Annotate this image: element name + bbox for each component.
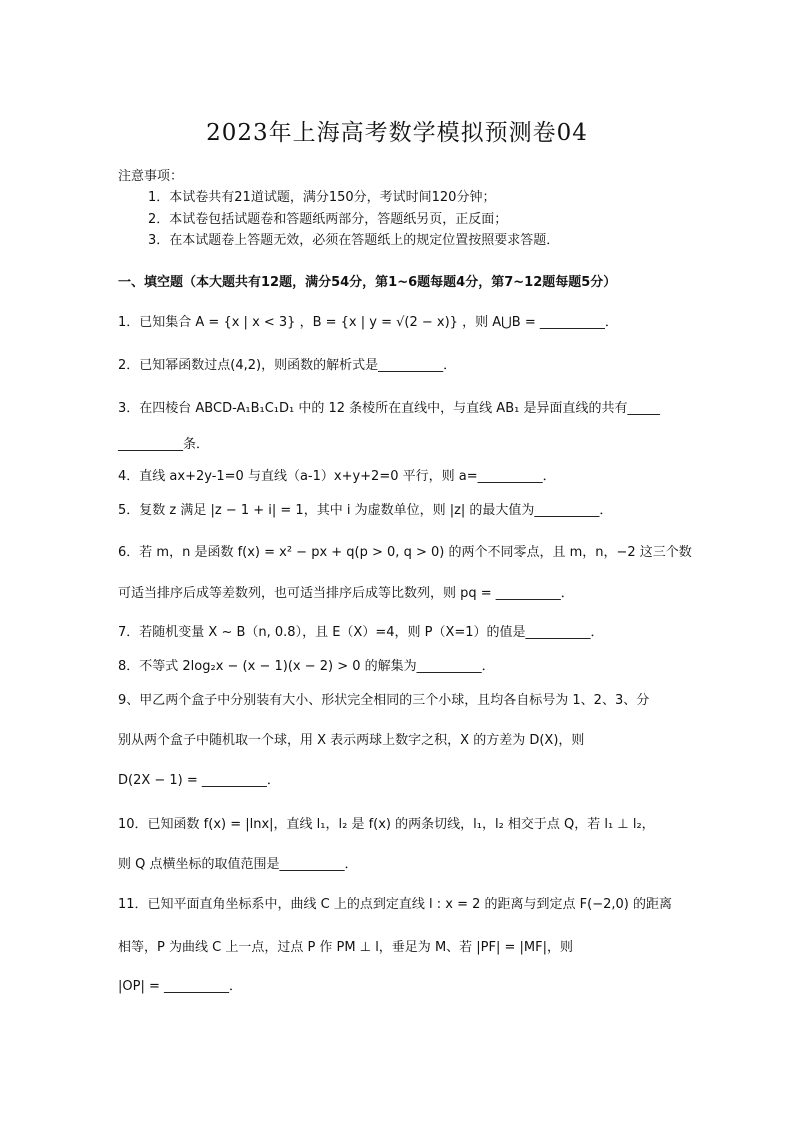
section-heading: 一、填空题（本大题共有12题，满分54分，第1~6题每题4分，第7~12题每题5分） xyxy=(118,275,617,290)
question-2: 2．已知幂函数过点(4,2)，则函数的解析式是__________． xyxy=(118,358,457,373)
notice-item: 1．本试卷共有21道试题，满分150分，考试时间120分钟； xyxy=(148,190,496,205)
question-11-line-2: 相等，P 为曲线 C 上一点，过点 P 作 PM ⊥ l，垂足为 M、若 |PF| = |MF|，则 xyxy=(118,940,573,955)
question-9-line-1: 9、甲乙两个盒子中分别装有大小、形状完全相同的三个小球，且均各自标号为 1、2、3、分 xyxy=(118,693,650,708)
question-4: 4．直线 ax+2y-1=0 与直线（a-1）x+y+2=0 平行，则 a=__________． xyxy=(118,469,556,484)
page-title: 2023年上海高考数学模拟预测卷04 xyxy=(206,120,588,146)
question-9-line-3: D(2X − 1) = __________． xyxy=(118,773,280,788)
notice-item: 2．本试卷包括试题卷和答题纸两部分，答题纸另页，正反面； xyxy=(148,212,508,227)
question-6-line-1: 6．若 m，n 是函数 f(x) = x² − px + q(p > 0, q > 0) 的两个不同零点，且 m，n，−2 这三个数 xyxy=(118,545,692,560)
question-7: 7．若随机变量 X ~ B（n, 0.8），且 E（X）=4，则 P（X=1）的值是__________． xyxy=(118,625,604,640)
question-3-line-1: 3．在四棱台 ABCD-A₁B₁C₁D₁ 中的 12 条棱所在直线中，与直线 AB₁ 是异面直线的共有_____ xyxy=(118,401,660,416)
question-10-line-2: 则 Q 点横坐标的取值范围是__________． xyxy=(118,857,358,872)
question-5: 5．复数 z 满足 |z − 1 + i| = 1，其中 i 为虚数单位，则 |z| 的最大值为__________． xyxy=(118,503,613,518)
question-11-line-1: 11．已知平面直角坐标系中，曲线 C 上的点到定直线 l : x = 2 的距离与到定点 F(−2,0) 的距离 xyxy=(118,897,672,912)
question-1: 1．已知集合 A = {x | x < 3} ，B = {x | y = √(2 − x)} ，则 A⋃B = __________． xyxy=(118,315,618,330)
question-8: 8．不等式 2log₂x − (x − 1)(x − 2) > 0 的解集为__________． xyxy=(118,659,495,674)
question-6-line-2: 可适当排序后成等差数列，也可适当排序后成等比数列，则 pq = __________． xyxy=(118,586,574,601)
question-3-line-2: __________条． xyxy=(118,437,210,452)
question-9-line-2: 别从两个盒子中随机取一个球，用 X 表示两球上数字之积，X 的方差为 D(X)，则 xyxy=(118,733,585,748)
notice-heading: 注意事项： xyxy=(118,169,184,184)
notice-item: 3．在本试题卷上答题无效，必须在答题纸上的规定位置按照要求答题． xyxy=(148,233,560,248)
question-10-line-1: 10．已知函数 f(x) = |lnx|，直线 l₁，l₂ 是 f(x) 的两条切线，l₁，l₂ 相交于点 Q，若 l₁ ⊥ l₂， xyxy=(118,817,655,832)
question-11-line-3: |OP| = __________． xyxy=(118,979,242,994)
